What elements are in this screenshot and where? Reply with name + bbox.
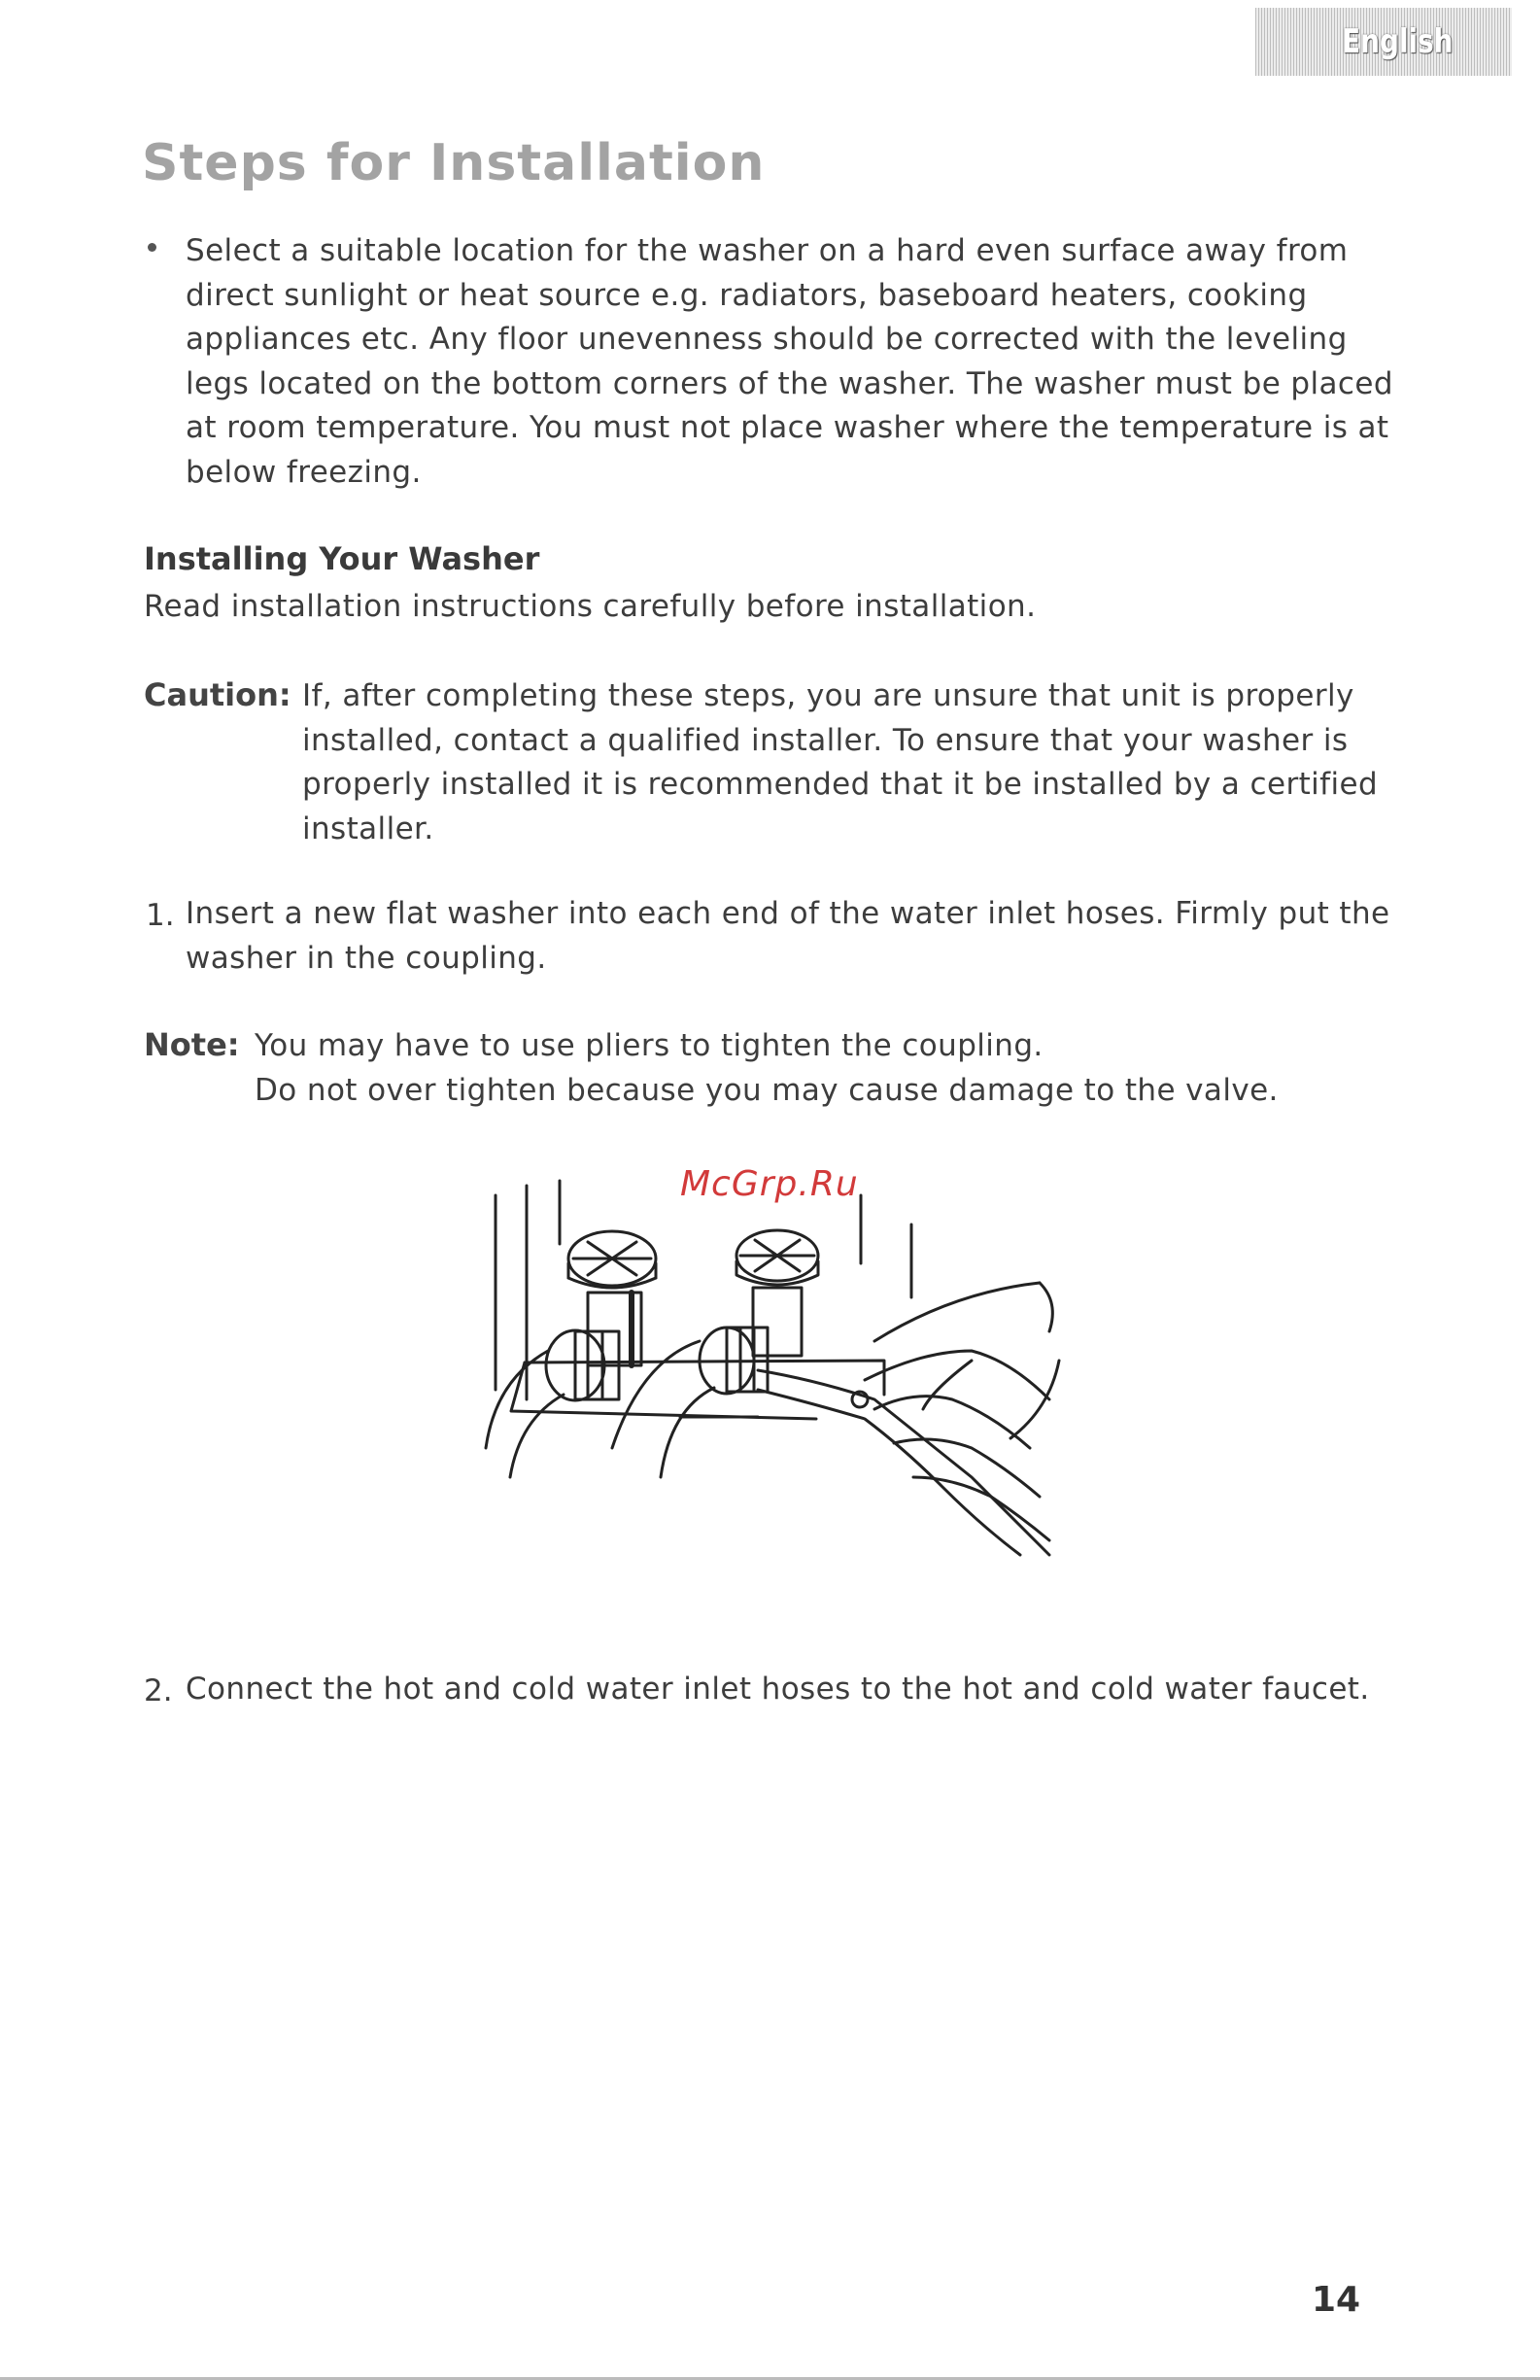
note-line: You may have to use pliers to tighten the coupling. bbox=[255, 1028, 1044, 1063]
intro-line: legs located on the bottom corners of the washer. The washer must be placed bbox=[186, 365, 1393, 401]
intro-line: direct sunlight or heat source e.g. radiators, baseboard heaters, cooking bbox=[186, 277, 1308, 313]
page-title: Steps for Installation bbox=[142, 134, 766, 192]
intro-paragraph bbox=[186, 229, 1393, 495]
installing-text: Read installation instructions carefully before installation. bbox=[144, 589, 1037, 624]
installing-heading: Installing Your Washer bbox=[144, 540, 540, 577]
step2-text: Connect the hot and cold water inlet hoses to the hot and cold water faucet. bbox=[186, 1672, 1370, 1707]
step1-line: Insert a new flat washer into each end of the water inlet hoses. Firmly put the bbox=[186, 896, 1390, 931]
caution-paragraph bbox=[302, 674, 1378, 851]
caution-line: installed, contact a qualified installer. To ensure that your washer is bbox=[302, 722, 1349, 758]
pliers-illustration bbox=[466, 1156, 1069, 1569]
language-tab bbox=[1255, 8, 1512, 76]
bullet-icon bbox=[148, 243, 156, 252]
watermark: McGrp.Ru bbox=[680, 1164, 859, 1204]
step2-number: 2. bbox=[144, 1673, 173, 1708]
step1-line: washer in the coupling. bbox=[186, 940, 547, 976]
caution-line: installer. bbox=[302, 811, 434, 846]
step1-number: 1. bbox=[146, 898, 175, 933]
note-label: Note: bbox=[144, 1026, 240, 1063]
caution-line: If, after completing these steps, you are unsure that unit is properly bbox=[302, 678, 1354, 713]
note-line: Do not over tighten because you may cause damage to the valve. bbox=[255, 1072, 1279, 1108]
page-number: 14 bbox=[1312, 2280, 1361, 2320]
intro-line: Select a suitable location for the washer on a hard even surface away from bbox=[186, 233, 1349, 268]
note-paragraph bbox=[255, 1024, 1279, 1113]
language-tab-label: English bbox=[1342, 22, 1454, 61]
intro-line: appliances etc. Any floor unevenness should be corrected with the leveling bbox=[186, 322, 1348, 357]
step1-paragraph bbox=[186, 892, 1390, 981]
intro-line: below freezing. bbox=[186, 454, 422, 490]
caution-label: Caution: bbox=[144, 676, 291, 713]
intro-line: at room temperature. You must not place washer where the temperature is at bbox=[186, 410, 1389, 445]
caution-line: properly installed it is recommended that it be installed by a certified bbox=[302, 767, 1379, 802]
